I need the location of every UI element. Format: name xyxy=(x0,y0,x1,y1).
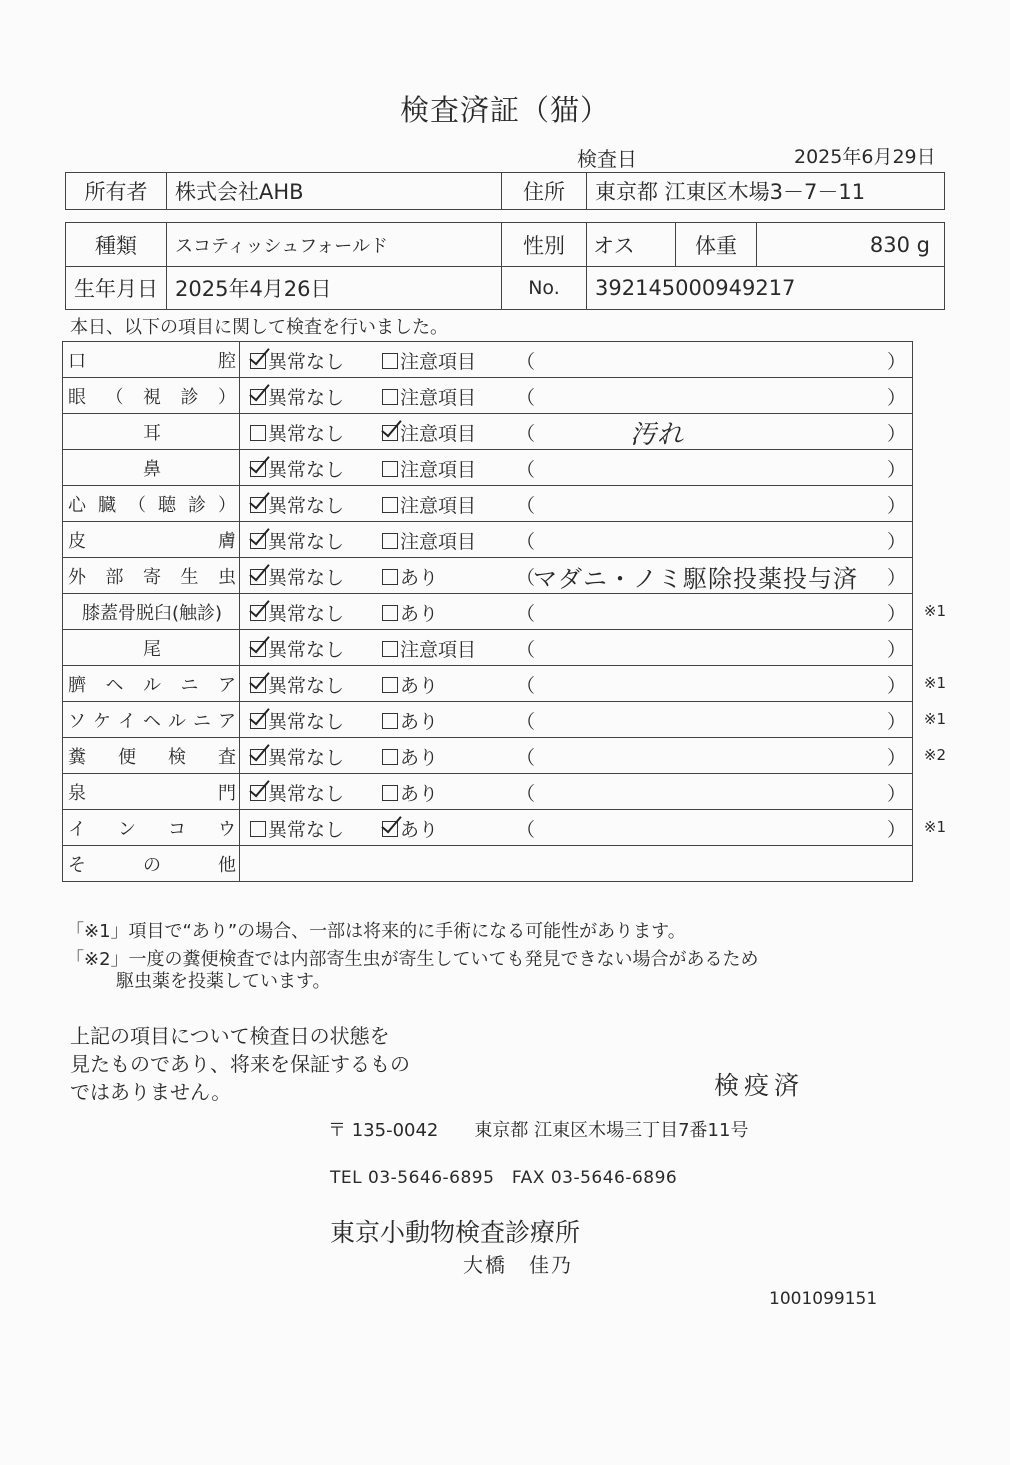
item-name: イ ン コ ウ xyxy=(63,810,240,846)
serial-number: 1001099151 xyxy=(769,1289,878,1309)
checkbox-icon[interactable] xyxy=(382,353,398,369)
item-reference: ※1 xyxy=(923,602,946,620)
option-attention[interactable]: あり xyxy=(382,707,438,734)
option-attention[interactable]: あり xyxy=(382,671,438,698)
item-name: 糞 便 検 査 xyxy=(63,738,240,774)
inspection-row-other xyxy=(63,846,913,882)
paren-close: ） xyxy=(886,603,906,625)
checkbox-icon[interactable] xyxy=(382,749,398,765)
item-name: 臍 ヘ ル ニ ア xyxy=(63,666,240,702)
disclaimer-statement: 上記の項目について検査日の状態を 見たものであり、将来を保証するもの ではありません。 xyxy=(70,1024,410,1104)
option-no-abnormality[interactable]: 異常なし xyxy=(250,383,344,410)
checkbox-icon[interactable] xyxy=(250,713,266,729)
option-no-abnormality[interactable]: 異常なし xyxy=(250,635,344,662)
paren-open: （ xyxy=(516,747,536,769)
checkbox-icon[interactable] xyxy=(250,785,266,801)
option-attention[interactable]: 注意項目 xyxy=(382,383,476,410)
microchip-no-value: 392145000949217 xyxy=(587,267,945,310)
checkbox-icon[interactable] xyxy=(250,425,266,441)
item-reference: ※2 xyxy=(923,746,946,764)
item-name: 泉 門 xyxy=(63,774,240,810)
checkbox-icon[interactable] xyxy=(382,641,398,657)
option-no-abnormality[interactable]: 異常なし xyxy=(250,491,344,518)
checkbox-icon[interactable] xyxy=(250,497,266,513)
paren-open: （ xyxy=(516,495,536,517)
sex-value: オス xyxy=(587,223,676,266)
owner-value: 株式会社AHB xyxy=(167,173,502,210)
microchip-no-label: No. xyxy=(502,267,587,310)
item-name: 心 臓 （ 聴 診 ） xyxy=(63,486,240,522)
checkbox-icon[interactable] xyxy=(382,605,398,621)
checkbox-icon[interactable] xyxy=(382,425,398,441)
doctor-name: 大橋 佳乃 xyxy=(463,1253,573,1277)
option-attention[interactable]: 注意項目 xyxy=(382,347,476,374)
option-attention[interactable]: あり xyxy=(382,743,438,770)
paren-open: （ xyxy=(516,423,536,445)
cat-info-table xyxy=(65,222,945,310)
item-name: 皮 膚 xyxy=(63,522,240,558)
checkbox-icon[interactable] xyxy=(250,533,266,549)
checkbox-icon[interactable] xyxy=(382,821,398,837)
checkbox-icon[interactable] xyxy=(382,533,398,549)
address-value: 東京都 江東区木場3－7－11 xyxy=(587,173,945,210)
inspection-row xyxy=(63,378,913,414)
clinic-name: 東京小動物検査診療所 xyxy=(330,1218,581,1247)
weight-label: 体重 xyxy=(676,223,757,266)
inspection-table xyxy=(62,341,946,882)
footnote-1: 「※1」項目で“あり”の場合、一部は将来的に手術になる可能性があります。 xyxy=(66,921,686,942)
owner-table xyxy=(65,172,945,210)
option-attention[interactable]: 注意項目 xyxy=(382,635,476,662)
option-attention[interactable]: あり xyxy=(382,779,438,806)
inspection-date-value: 2025年6月29日 xyxy=(794,146,936,168)
option-attention[interactable]: あり xyxy=(382,599,438,626)
option-no-abnormality[interactable]: 異常なし xyxy=(250,707,344,734)
option-no-abnormality[interactable]: 異常なし xyxy=(250,527,344,554)
checkbox-icon[interactable] xyxy=(382,677,398,693)
paren-close: ） xyxy=(886,783,906,805)
option-attention[interactable]: 注意項目 xyxy=(382,419,476,446)
item-name: 耳 xyxy=(63,414,240,450)
inspection-row xyxy=(63,630,913,666)
lead-text: 本日、以下の項目に関して検査を行いました。 xyxy=(70,317,448,338)
checkbox-icon[interactable] xyxy=(382,713,398,729)
item-note: 汚れ xyxy=(630,420,685,450)
checkbox-icon[interactable] xyxy=(250,389,266,405)
paren-close: ） xyxy=(886,711,906,733)
paren-close: ） xyxy=(886,531,906,553)
inspection-row xyxy=(63,450,913,486)
breed-label: 種類 xyxy=(66,223,167,267)
paren-open: （ xyxy=(516,711,536,733)
inspection-row xyxy=(63,810,913,846)
document-title: 検査済証（猫） xyxy=(399,93,610,127)
inspection-row xyxy=(63,558,913,594)
item-name: 口 腔 xyxy=(63,342,240,378)
checkbox-icon[interactable] xyxy=(250,605,266,621)
item-name: 尾 xyxy=(63,630,240,666)
paren-close: ） xyxy=(886,459,906,481)
paren-close: ） xyxy=(886,639,906,661)
weight-value: 830 g xyxy=(869,232,930,257)
option-no-abnormality[interactable]: 異常なし xyxy=(250,347,344,374)
option-no-abnormality[interactable]: 異常なし xyxy=(250,563,344,590)
paren-open: （ xyxy=(516,603,536,625)
option-attention[interactable]: 注意項目 xyxy=(382,527,476,554)
paren-open: （ xyxy=(516,459,536,481)
checkbox-icon[interactable] xyxy=(250,461,266,477)
paren-open: （ xyxy=(516,567,536,589)
item-reference: ※1 xyxy=(923,818,946,836)
other-notes[interactable] xyxy=(240,846,913,882)
item-reference: ※1 xyxy=(923,674,946,692)
checkbox-icon[interactable] xyxy=(250,749,266,765)
paren-close: ） xyxy=(886,747,906,769)
checkbox-icon[interactable] xyxy=(250,821,266,837)
option-no-abnormality[interactable]: 異常なし xyxy=(250,671,344,698)
option-attention[interactable]: あり xyxy=(382,815,438,842)
option-no-abnormality[interactable]: 異常なし xyxy=(250,815,344,842)
paren-close: ） xyxy=(886,423,906,445)
paren-close: ） xyxy=(886,387,906,409)
item-name: 外 部 寄 生 虫 xyxy=(63,558,240,594)
inspection-date-label: 検査日 xyxy=(577,147,637,171)
inspection-row xyxy=(63,486,913,522)
option-no-abnormality[interactable]: 異常なし xyxy=(250,743,344,770)
option-attention[interactable]: 注意項目 xyxy=(382,491,476,518)
paren-open: （ xyxy=(516,387,536,409)
option-no-abnormality[interactable]: 異常なし xyxy=(250,419,344,446)
address-label: 住所 xyxy=(502,173,587,210)
paren-close: ） xyxy=(886,819,906,841)
option-attention[interactable]: あり xyxy=(382,563,438,590)
item-name: 眼 （ 視 診 ） xyxy=(63,378,240,414)
birthdate-label: 生年月日 xyxy=(66,267,167,310)
paren-close: ） xyxy=(886,675,906,697)
paren-open: （ xyxy=(516,819,536,841)
option-attention[interactable]: 注意項目 xyxy=(382,455,476,482)
paren-close: ） xyxy=(886,351,906,373)
checkbox-icon[interactable] xyxy=(250,641,266,657)
inspection-row xyxy=(63,522,913,558)
clinic-address: 〒 135-0042 東京都 江東区木場三丁目7番11号 xyxy=(328,1120,749,1141)
checkbox-icon[interactable] xyxy=(250,677,266,693)
inspection-row xyxy=(63,738,913,774)
paren-open: （ xyxy=(516,675,536,697)
inspection-row xyxy=(63,594,913,630)
paren-close: ） xyxy=(886,567,906,589)
sex-label: 性別 xyxy=(502,223,587,267)
birthdate-value: 2025年4月26日 xyxy=(167,267,502,310)
quarantine-stamp: 検疫済 xyxy=(714,1071,805,1100)
item-note: マダニ・ノミ駆除投薬投与済 xyxy=(533,565,858,593)
checkbox-icon[interactable] xyxy=(382,497,398,513)
checkbox-icon[interactable] xyxy=(250,353,266,369)
item-name: 鼻 xyxy=(63,450,240,486)
paren-close: ） xyxy=(886,495,906,517)
inspection-row xyxy=(63,414,913,450)
checkbox-icon[interactable] xyxy=(382,461,398,477)
paren-open: （ xyxy=(516,351,536,373)
inspection-row xyxy=(63,774,913,810)
item-name: そ の 他 xyxy=(63,846,240,882)
checkbox-icon[interactable] xyxy=(250,569,266,585)
footnote-2-cont: 駆虫薬を投薬しています。 xyxy=(116,971,331,992)
clinic-phone: TEL 03-5646-6895 FAX 03-5646-6896 xyxy=(330,1168,678,1188)
item-name: ソ ケ イ ヘ ル ニ ア xyxy=(63,702,240,738)
option-no-abnormality[interactable]: 異常なし xyxy=(250,455,344,482)
breed-value: スコティッシュフォールド xyxy=(167,223,502,267)
checkbox-icon[interactable] xyxy=(382,785,398,801)
footnote-2: 「※2」一度の糞便検査では内部寄生虫が寄生していても発見できない場合があるため xyxy=(66,949,759,970)
checkbox-icon[interactable] xyxy=(382,389,398,405)
checkbox-icon[interactable] xyxy=(382,569,398,585)
paren-open: （ xyxy=(516,639,536,661)
option-no-abnormality[interactable]: 異常なし xyxy=(250,599,344,626)
item-name: 膝蓋骨脱臼(触診) xyxy=(63,594,240,630)
inspection-row xyxy=(63,702,913,738)
paren-open: （ xyxy=(516,783,536,805)
paren-open: （ xyxy=(516,531,536,553)
inspection-row xyxy=(63,666,913,702)
option-no-abnormality[interactable]: 異常なし xyxy=(250,779,344,806)
inspection-row xyxy=(63,342,913,378)
item-reference: ※1 xyxy=(923,710,946,728)
owner-label: 所有者 xyxy=(66,173,167,210)
